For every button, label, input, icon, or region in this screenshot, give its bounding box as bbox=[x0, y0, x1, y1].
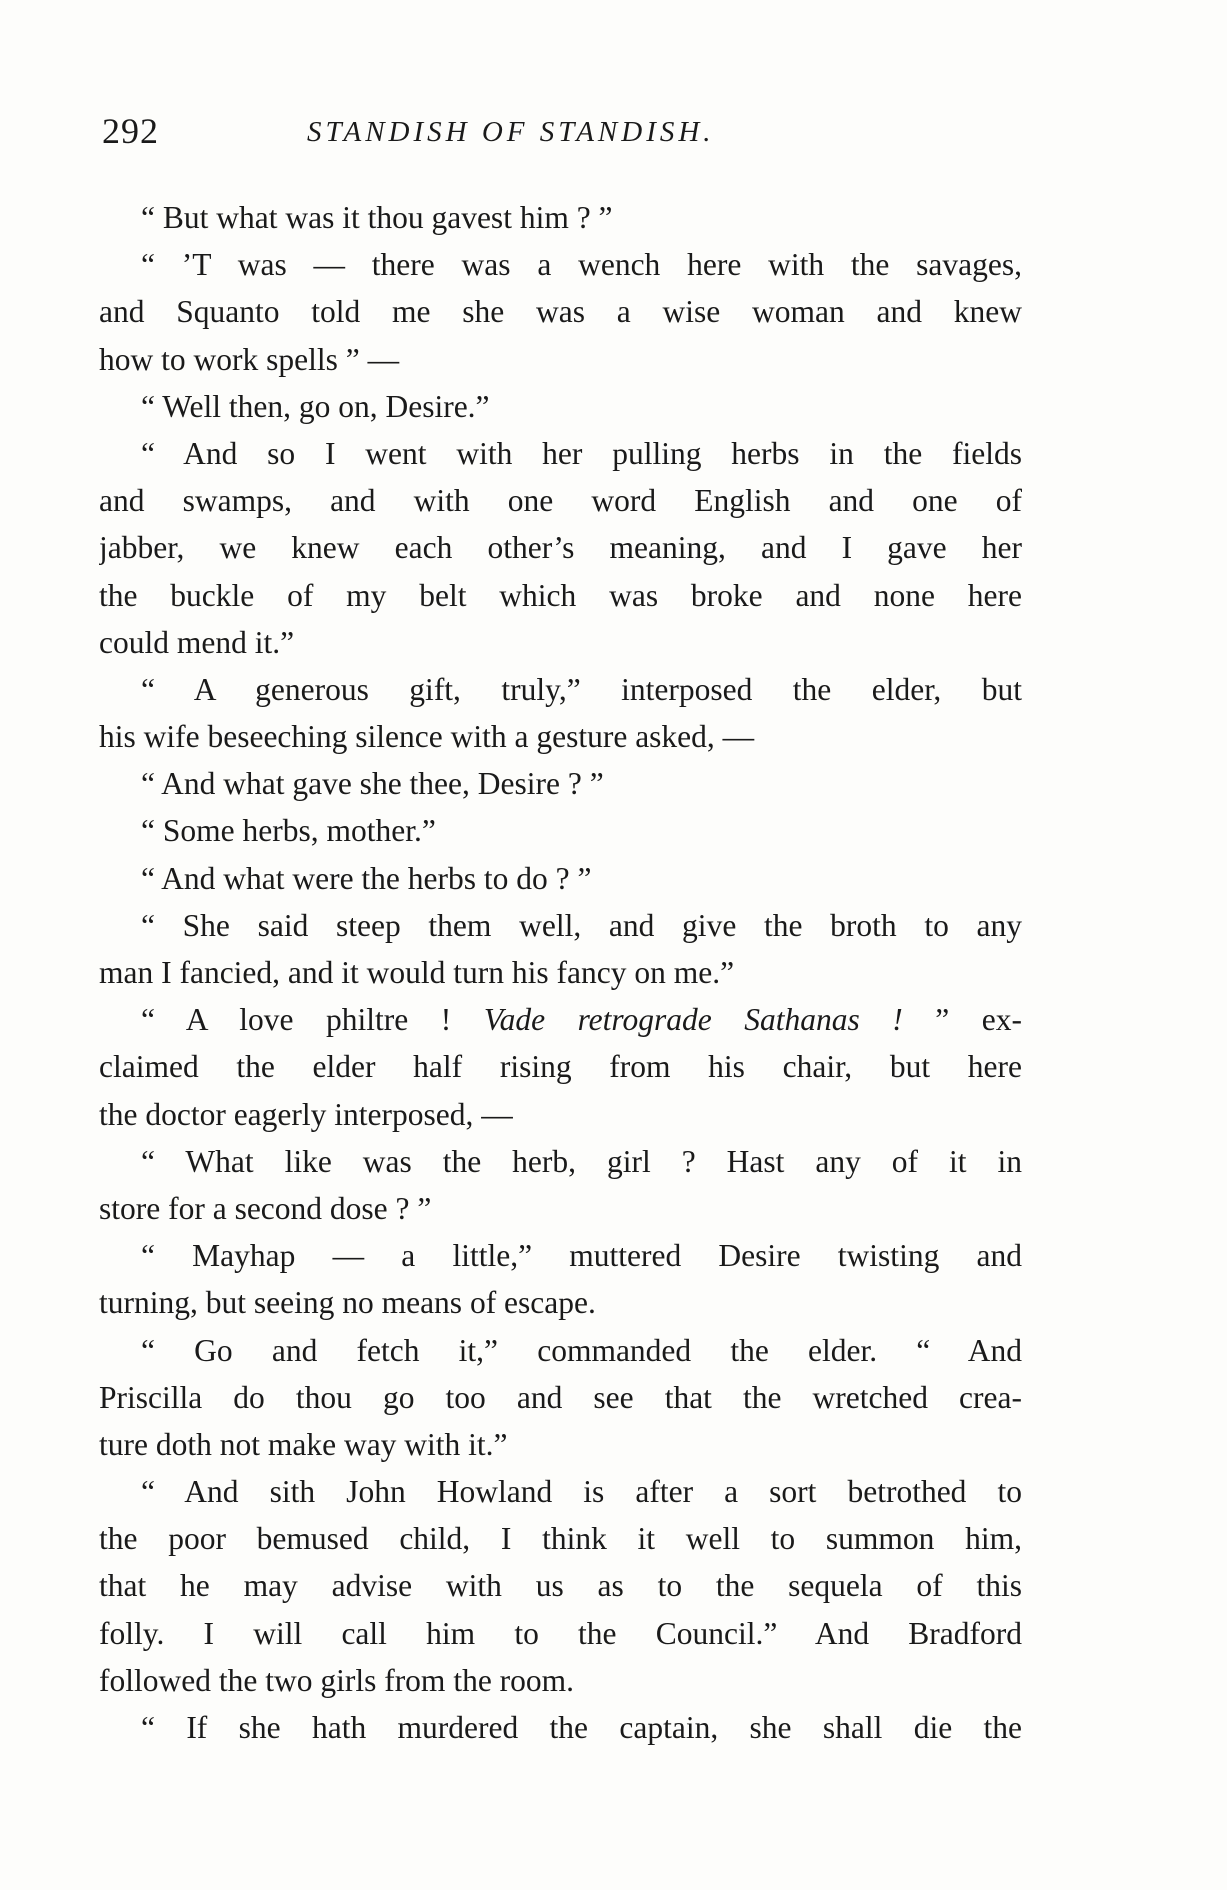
text-line: and swamps, and with one word English and one of bbox=[99, 483, 1022, 519]
text-line: jabber, we knew each other’s meaning, and I gave her bbox=[99, 530, 1022, 566]
text-line: “ And sith John Howland is after a sort betrothed to bbox=[141, 1474, 1022, 1510]
text-segment: “ A love philtre ! bbox=[141, 1002, 484, 1038]
running-title: STANDISH OF STANDISH. bbox=[307, 116, 715, 148]
latin-phrase: Vade retrograde Sathanas ! bbox=[483, 1002, 936, 1038]
text-line: ture doth not make way with it.” bbox=[99, 1426, 508, 1462]
text-line: “ Well then, go on, Desire.” bbox=[141, 388, 490, 424]
text-line: store for a second dose ? ” bbox=[99, 1190, 432, 1226]
text-line: turning, but seeing no means of escape. bbox=[99, 1285, 596, 1321]
text-line: “ If she hath murdered the captain, she shall die the bbox=[141, 1710, 1022, 1745]
text-line: Priscilla do thou go too and see that the wretched crea- bbox=[99, 1379, 1022, 1415]
text-line: claimed the elder half rising from his chair, but here bbox=[99, 1049, 1022, 1085]
text-line: that he may advise with us as to the sequela of this bbox=[99, 1568, 1022, 1604]
text-line: “ And what gave she thee, Desire ? ” bbox=[141, 766, 604, 802]
text-line: the doctor eagerly interposed, — bbox=[99, 1096, 513, 1132]
text-line: “ A generous gift, truly,” interposed the elder, but bbox=[141, 671, 1022, 707]
text-line: “ And so I went with her pulling herbs in the fields bbox=[141, 435, 1022, 471]
text-line: “ Go and fetch it,” commanded the elder. “ And bbox=[141, 1332, 1022, 1368]
text-line: the poor bemused child, I think it well to summon him, bbox=[99, 1521, 1022, 1557]
text-line: “ What like was the herb, girl ? Hast any of it in bbox=[141, 1143, 1022, 1179]
text-line: “ And what were the herbs to do ? ” bbox=[141, 860, 592, 896]
text-line: how to work spells ” — bbox=[99, 341, 400, 377]
text-line: his wife beseeching silence with a gesture asked, — bbox=[99, 719, 755, 755]
text-segment: ” ex- bbox=[935, 1002, 1022, 1038]
page-header bbox=[102, 110, 1022, 160]
text-line: “ Some herbs, mother.” bbox=[141, 813, 436, 849]
text-line: “ She said steep them well, and give the broth to any bbox=[141, 907, 1022, 943]
text-line: “ ’T was — there was a wench here with the savages, bbox=[141, 247, 1022, 283]
text-line: “ But what was it thou gavest him ? ” bbox=[141, 200, 613, 235]
text-line: folly. I will call him to the Council.” And Bradford bbox=[99, 1615, 1022, 1651]
text-line: followed the two girls from the room. bbox=[99, 1662, 575, 1698]
text-line: man I fancied, and it would turn his fancy on me.” bbox=[99, 955, 735, 990]
text-line bbox=[99, 996, 1022, 1043]
body-text bbox=[99, 194, 1022, 1751]
page-number: 292 bbox=[102, 111, 159, 151]
text-line: “ Mayhap — a little,” muttered Desire twisting and bbox=[141, 1238, 1022, 1274]
text-line: and Squanto told me she was a wise woman and knew bbox=[99, 294, 1022, 330]
text-line: could mend it.” bbox=[99, 624, 295, 660]
text-line: the buckle of my belt which was broke and none here bbox=[99, 577, 1022, 613]
